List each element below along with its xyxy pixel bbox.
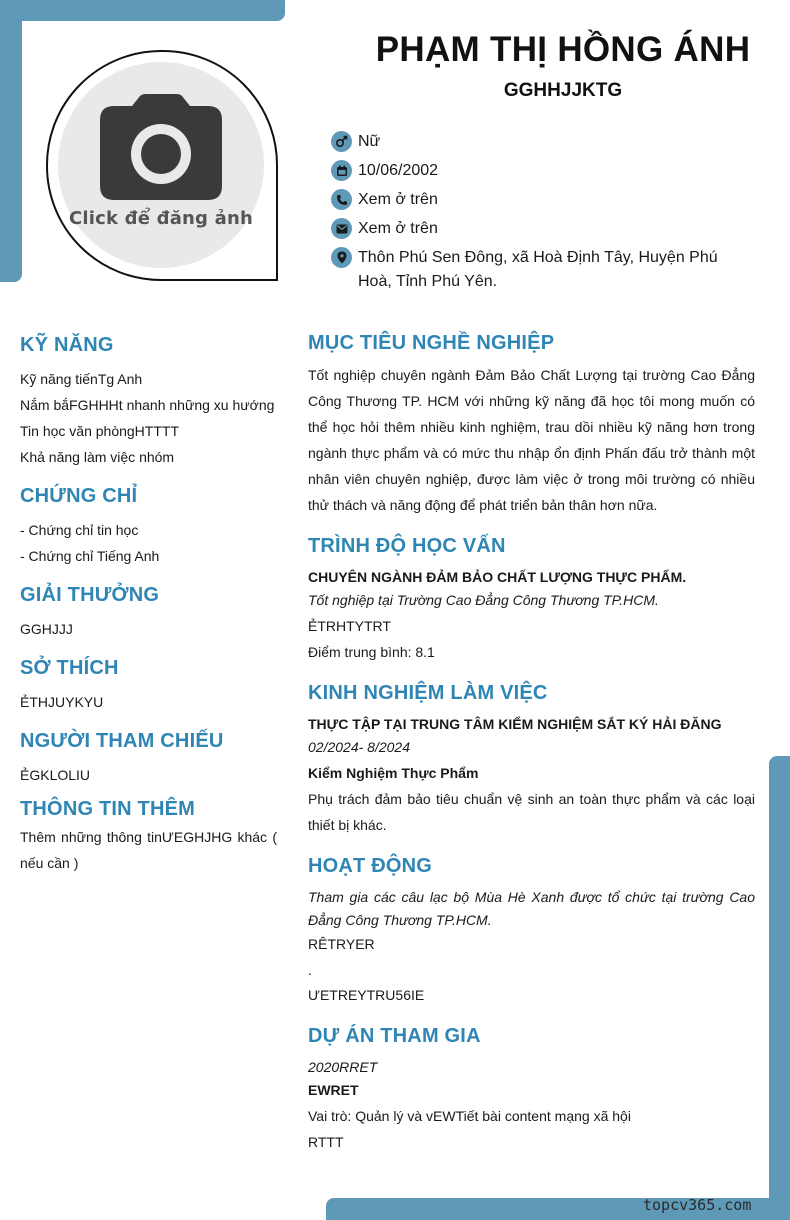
certificates-heading: CHỨNG CHỈ	[20, 485, 138, 507]
photo-frame	[46, 50, 278, 281]
education-extra: ẺTRHTYTRT	[308, 618, 391, 634]
references-heading: NGƯỜI THAM CHIẾU	[20, 730, 224, 752]
candidate-name: PHẠM THỊ HỒNG ÁNH	[375, 30, 751, 69]
calendar-icon	[331, 160, 352, 181]
phone-value: Xem ở trên	[358, 191, 438, 208]
experience-role: Kiểm Nghiệm Thực Phẩm	[308, 765, 479, 781]
info-address	[331, 246, 750, 294]
activities-heading: HOẠT ĐỘNG	[308, 855, 433, 877]
experience-period: 02/2024- 8/2024	[308, 739, 410, 755]
objective-heading: MỤC TIÊU NGHỀ NGHIỆP	[308, 332, 555, 354]
references-text: ẺGKLOLIU	[20, 767, 91, 783]
project-role: Vai trò: Quản lý và vEWTiết bài content mạng xã hội	[308, 1108, 631, 1124]
gender-icon	[331, 131, 352, 152]
education-school: Tốt nghiệp tại Trường Cao Đẳng Công Thương TP.HCM.	[308, 592, 659, 608]
project-extra: RTTT	[308, 1134, 344, 1150]
list-item: Tin học văn phòngHTTTT	[20, 423, 179, 439]
decor-bar-right	[769, 756, 790, 1220]
awards-heading: GIẢI THƯỞNG	[20, 584, 160, 606]
experience-description: Phụ trách đảm bảo tiêu chuẩn vệ sinh an toàn thực phẩm và các loại thiết bị khác.	[308, 791, 755, 833]
activities-line: .	[308, 962, 312, 978]
more-info-text: Thêm những thông tinƯEGHJHG khác ( nếu cần )	[20, 829, 277, 871]
objective-text: Tốt nghiệp chuyên ngành Đảm Bảo Chất Lượng tại trường Cao Đẳng Công Thương TP. HCM với những kỹ năng đã học tôi mong muốn có thể học hỏi thêm nhiều kinh nghiệm, trau dồi nhiều kỹ năng hơn trong ngành thực phẩm và có mức thu nhập ổn định Phấn đấu trở thành một nhân viên chuyên nghiệp, được làm việc ở trong môi trường có nhiều thử thách và năng động để phát triển bản thân hơn nữa.	[308, 367, 755, 513]
project-name: EWRET	[308, 1082, 359, 1098]
awards-text: GGHJJJ	[20, 621, 73, 637]
location-pin-icon	[331, 247, 352, 268]
list-item: - Chứng chỉ tin học	[20, 522, 139, 538]
education-major: CHUYÊN NGÀNH ĐẢM BẢO CHẤT LƯỢNG THỰC PHẨM.	[308, 569, 687, 585]
projects-heading: DỰ ÁN THAM GIA	[308, 1025, 481, 1047]
hobbies-heading: SỞ THÍCH	[20, 657, 119, 679]
info-gender	[331, 130, 750, 154]
education-heading: TRÌNH ĐỘ HỌC VẤN	[308, 535, 506, 557]
candidate-subtitle: GGHHJJKTG	[503, 80, 623, 101]
list-item: - Chứng chỉ Tiếng Anh	[20, 548, 160, 564]
photo-upload[interactable]	[58, 62, 264, 268]
address-value: Thôn Phú Sen Đông, xã Hoà Định Tây, Huyện Phú Hoà, Tỉnh Phú Yên.	[358, 249, 718, 290]
info-email	[331, 217, 750, 241]
decor-bar-top	[0, 0, 285, 21]
skills-list	[20, 366, 285, 470]
hobbies-text: ẺTHJUYKYU	[20, 694, 104, 710]
email-value: Xem ở trên	[358, 220, 438, 237]
camera-icon	[100, 94, 222, 200]
email-icon	[331, 218, 352, 239]
phone-icon	[331, 189, 352, 210]
gender-value: Nữ	[358, 133, 381, 150]
info-phone	[331, 188, 750, 212]
list-item: Kỹ năng tiếnTg Anh	[20, 371, 143, 387]
activities-line: ƯETREYTRU56IE	[308, 987, 425, 1003]
skills-heading: KỸ NĂNG	[20, 334, 114, 356]
activities-line: RÊTRYER	[308, 936, 375, 952]
list-item: Khả năng làm việc nhóm	[20, 449, 175, 465]
project-period: 2020RRET	[308, 1059, 378, 1075]
experience-heading: KINH NGHIỆM LÀM VIỆC	[308, 682, 548, 704]
list-item: Nắm bắFGHHHt nhanh những xu hướng	[20, 397, 275, 413]
watermark: topcv365.com	[643, 1196, 752, 1214]
photo-upload-label: Click để đăng ảnh	[69, 208, 253, 229]
birthdate-value: 10/06/2002	[358, 162, 439, 179]
info-birthdate	[331, 159, 750, 183]
education-gpa: Điểm trung bình: 8.1	[308, 644, 435, 660]
more-info-heading: THÔNG TIN THÊM	[20, 798, 196, 820]
certificates-list	[20, 517, 285, 569]
decor-bar-left	[0, 0, 22, 282]
activities-description: Tham gia các câu lạc bộ Mùa Hè Xanh được tổ chức tại trường Cao Đẳng Công Thương TP.HCM.	[308, 889, 755, 928]
experience-company: THỰC TẬP TẠI TRUNG TÂM KIỂM NGHIỆM SẮT KÝ HẢI ĐĂNG	[308, 716, 722, 732]
